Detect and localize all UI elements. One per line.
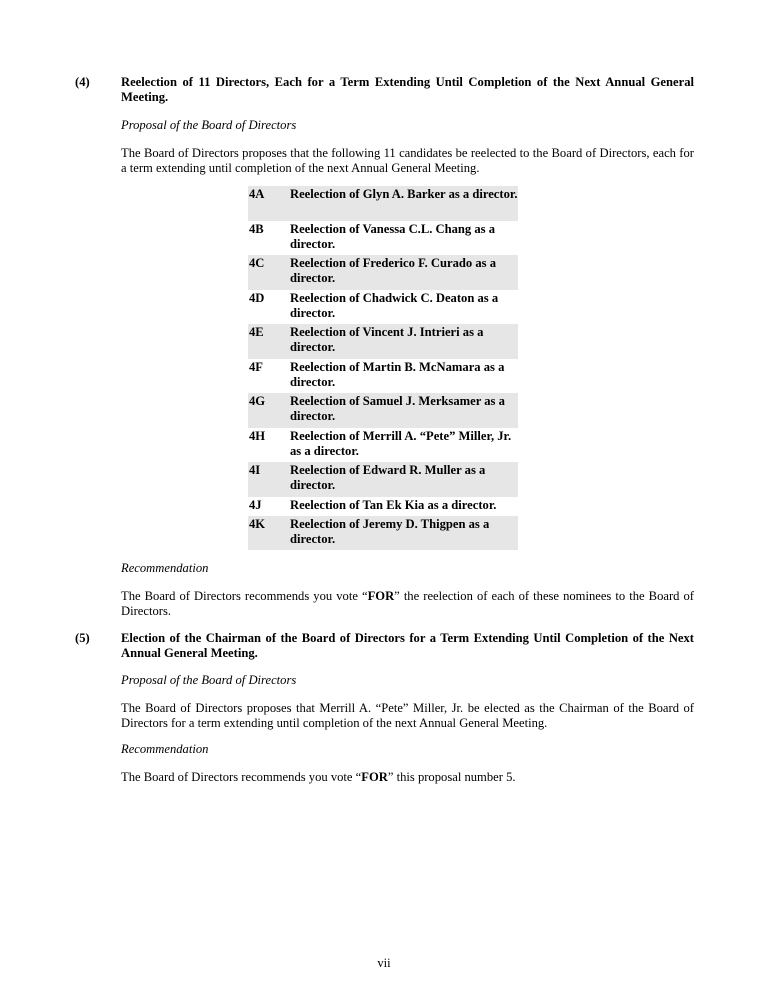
text: ” the reelection of each of these nominees to the Board of Directors.: [121, 589, 694, 618]
vote-for: FOR: [361, 770, 388, 784]
item-text: Reelection of Martin B. McNamara as a director.: [290, 359, 505, 389]
item-id: 4I: [248, 462, 290, 497]
section-4-recommendation-label: Recommendation: [121, 561, 209, 575]
section-5-recommendation-text: [121, 770, 694, 785]
item-id: 4K: [248, 516, 290, 551]
item-text: Reelection of Frederico F. Curado as a director.: [290, 255, 518, 290]
item-id: 4B: [249, 221, 264, 236]
item-id: 4D: [249, 290, 265, 305]
item-text: Reelection of Chadwick C. Deaton as a director.: [290, 290, 499, 320]
item-text: Reelection of Samuel J. Merksamer as a director.: [290, 393, 518, 428]
nominee-table: [248, 186, 518, 550]
nominee-row: [248, 393, 518, 428]
item-id: 4A: [248, 186, 290, 221]
item-text: Reelection of Edward R. Muller as a director.: [290, 462, 518, 497]
item-text: Reelection of Jeremy D. Thigpen as a director.: [290, 516, 518, 551]
section-4-heading: Reelection of 11 Directors, Each for a Term Extending Until Completion of the Next Annual General Meeting.: [121, 75, 694, 104]
vote-for: FOR: [367, 589, 395, 603]
nominee-row: [248, 221, 518, 256]
item-id: 4E: [248, 324, 290, 359]
section-5-number: (5): [75, 631, 90, 645]
item-id: 4F: [249, 359, 263, 374]
item-text: Reelection of Vincent J. Intrieri as a director.: [290, 324, 518, 359]
nominee-row: [248, 497, 518, 516]
nominee-row: [248, 186, 518, 221]
text: The Board of Directors recommends you vote “: [121, 770, 362, 784]
nominee-row: [248, 428, 518, 463]
section-4-recommendation-text: [121, 589, 694, 619]
section-5-proposal-text: The Board of Directors proposes that Merrill A. “Pete” Miller, Jr. be elected as the Chairman of the Board of Directors for a term extending until completion of the next Annual General Meeting.: [121, 701, 694, 730]
section-4-number: (4): [75, 75, 90, 89]
nominee-row: [248, 516, 518, 551]
nominee-row: [248, 359, 518, 394]
section-4-proposal-text: The Board of Directors proposes that the following 11 candidates be reelected to the Board of Directors, each for a term extending until completion of the next Annual General Meeting.: [121, 146, 694, 175]
text: ” this proposal number 5.: [387, 770, 516, 784]
item-id: 4G: [248, 393, 290, 428]
section-4-proposal-label: Proposal of the Board of Directors: [121, 118, 297, 132]
item-id: 4J: [249, 497, 262, 512]
nominee-row: [248, 290, 518, 325]
section-5-proposal-label: Proposal of the Board of Directors: [121, 673, 297, 687]
item-text: Reelection of Merrill A. “Pete” Miller, Jr. as a director.: [290, 428, 512, 458]
item-id: 4H: [249, 428, 266, 443]
nominee-row: [248, 255, 518, 290]
item-text: Reelection of Tan Ek Kia as a director.: [290, 497, 497, 512]
item-id: 4C: [248, 255, 290, 290]
text: The Board of Directors recommends you vote “: [121, 589, 368, 603]
nominee-row: [248, 462, 518, 497]
page-number: vii: [377, 956, 391, 970]
item-text: Reelection of Vanessa C.L. Chang as a director.: [290, 221, 496, 251]
nominee-row: [248, 324, 518, 359]
section-5-heading: Election of the Chairman of the Board of Directors for a Term Extending Until Completion of the Next Annual General Meeting.: [121, 631, 694, 660]
item-text: Reelection of Glyn A. Barker as a director.: [290, 186, 518, 221]
section-5-recommendation-label: Recommendation: [121, 742, 209, 756]
